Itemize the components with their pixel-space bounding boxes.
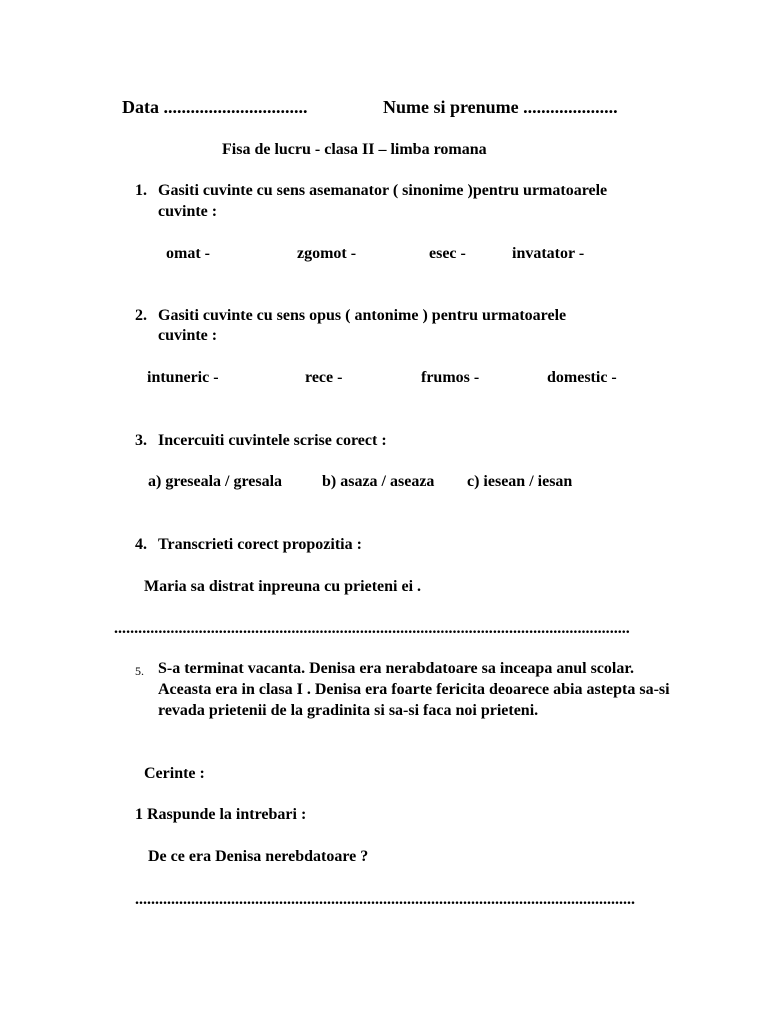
exercise-1-word: invatator -: [512, 245, 585, 262]
exercise-2-text-cont: cuvinte :: [158, 327, 218, 344]
exercise-3-option: a) greseala / gresala: [148, 473, 283, 490]
question-text: De ce era Denisa nerebdatoare ?: [148, 848, 369, 865]
exercise-1-word: zgomot -: [297, 245, 357, 262]
worksheet-title: Fisa de lucru - clasa II – limba romana: [222, 141, 487, 158]
exercise-4-number: 4.: [135, 536, 147, 553]
exercise-4-sentence: Maria sa distrat inpreuna cu prieteni ei .: [144, 578, 422, 595]
exercise-1-word: esec -: [429, 245, 466, 262]
exercise-2-text: Gasiti cuvinte cu sens opus ( antonime ) pentru urmatoarele: [158, 307, 567, 324]
exercise-2-word: domestic -: [547, 369, 617, 386]
exercise-1-number: 1.: [135, 182, 147, 199]
exercise-5-paragraph: S-a terminat vacanta. Denisa era nerabdatoare sa inceapa anul scolar. Aceasta era in clasa I . Denisa era foarte fericita deoarece abia astepta sa-si revada prietenii de la gradinita si sa-si faca noi prieteni.: [158, 660, 670, 719]
exercise-1-text: Gasiti cuvinte cu sens asemanator ( sinonime )pentru urmatoarele: [158, 182, 608, 199]
exercise-1-word: omat -: [166, 245, 210, 262]
requirement-1-label: 1 Raspunde la intrebari :: [135, 806, 307, 823]
exercise-3-option: b) asaza / aseaza: [322, 473, 435, 490]
exercise-1-text-cont: cuvinte :: [158, 203, 218, 220]
requirements-label: Cerinte :: [144, 765, 205, 782]
exercise-3-number: 3.: [135, 432, 147, 449]
exercise-3-text: Incercuiti cuvintele scrise corect :: [158, 432, 387, 449]
exercise-2-word: intuneric -: [147, 369, 219, 386]
name-label: Nume si prenume .....................: [383, 97, 618, 117]
exercise-2-number: 2.: [135, 307, 147, 324]
exercise-4-text: Transcrieti corect propozitia :: [158, 536, 362, 553]
exercise-3-option: c) iesean / iesan: [467, 473, 573, 490]
exercise-5-number: 5.: [135, 664, 144, 678]
exercise-4-answer-line: ................................................................................................................................: [114, 620, 630, 637]
exercise-2-word: rece -: [305, 369, 343, 386]
exercise-5-answer-line: .............................................................................................................................: [135, 891, 635, 908]
exercise-2-word: frumos -: [421, 369, 480, 386]
date-label: Data ................................: [122, 97, 308, 117]
